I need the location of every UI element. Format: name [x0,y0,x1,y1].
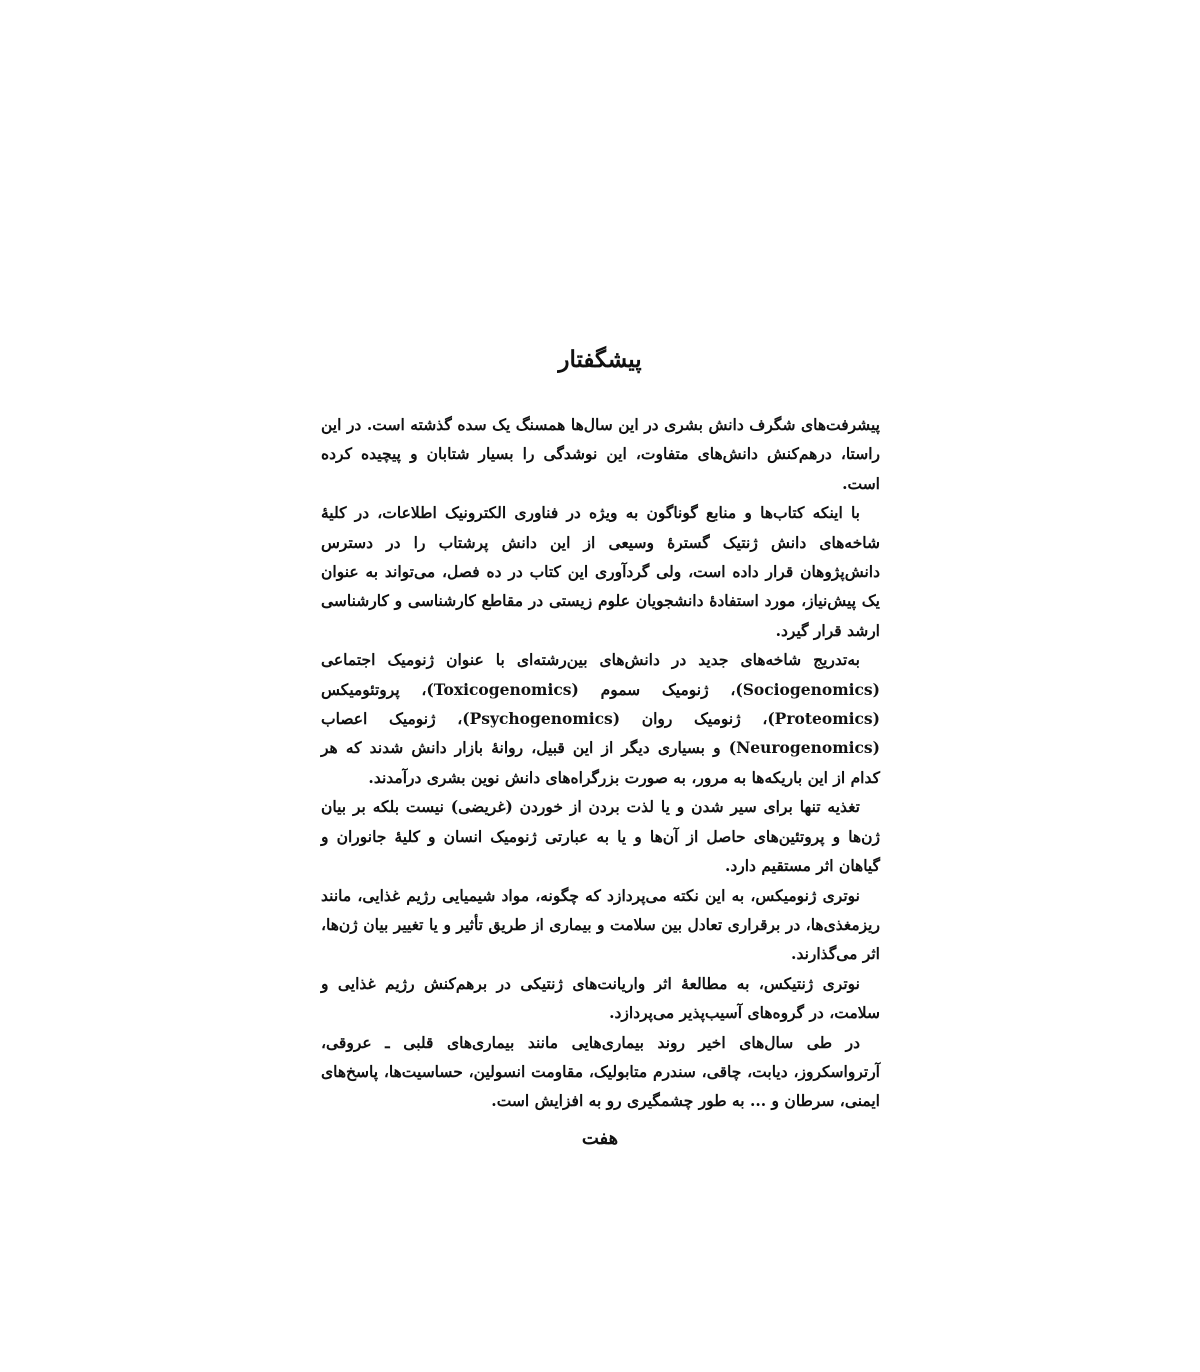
paragraph-3: به‌تدریج شاخه‌های جدید در دانش‌های بین‌رشته‌ای با عنوان ژنومیک اجتماعی (Sociogenomics)، ژنومیک سموم (Toxicogenomics)، پروتئومیکس (Proteomics)، ژنومیک روان (Psychogenomics)، ژنومیک اعصاب (Neurogenomics) و بسیاری دیگر از این قبیل، روانهٔ بازار دانش شدند که هر کدام از این باریکه‌ها به مرور، به صورت بزرگراه‌های دانش نوین بشری درآمدند. [321,650,880,787]
page-number: هفت [581,1128,619,1149]
paragraph-1: پیشرفت‌های شگرف دانش بشری در این سال‌ها همسنگ یک سده گذشته است. در این راستا، درهم‌کنش دانش‌های متفاوت، این نوشدگی را بسیار شتابان و پیچیده کرده است. [321,415,880,493]
page-title: پیشگفتار [558,346,642,373]
paragraph-6: نوتری ژنتیکس، به مطالعهٔ اثر واریانت‌های ژنتیکی در برهم‌کنش رژیم غذایی و سلامت، در گروه‌های آسیب‌پذیر می‌پردازد. [321,973,880,1023]
paragraph-7: در طی سال‌های اخیر روند بیماری‌هایی مانند بیماری‌های قلبی ـ عروقی، آرترواسکروز، دیابت، چاقی، سندرم متابولیک، مقاومت انسولین، حساسیت‌ها، پاسخ‌های ایمنی، سرطان و ... به طور چشمگیری رو به افزایش است. [321,1032,880,1111]
body-text [321,410,880,1116]
paragraph-2: با اینکه کتاب‌ها و منابع گوناگون به ویژه در فناوری الکترونیک اطلاعات، در کلیهٔ شاخه‌های دانش ژنتیک گسترهٔ وسیعی از این دانش پرشتاب را در دسترس دانش‌پژوهان قرار داده است، ولی گردآوری این کتاب در ده فصل، می‌تواند به عنوان یک پیش‌نیاز، مورد استفادهٔ دانشجویان علوم زیستی در مقاطع کارشناسی و کارشناسی ارشد قرار گیرد. [321,503,880,640]
paragraph-5: نوتری ژنومیکس، به این نکته می‌پردازد که چگونه، مواد شیمیایی رژیم غذایی، مانند ریزمغذی‌ها، در برقراری تعادل بین سلامت و بیماری از طریق تأثیر و یا تغییر بیان ژن‌ها، اثر می‌گذارند. [321,885,880,964]
paragraph-4: تغذیه تنها برای سیر شدن و یا لذت بردن از خوردن (غریضی) نیست بلکه بر بیان ژن‌ها و پروتئین‌های حاصل از آن‌ها و یا به عبارتی ژنومیک انسان و کلیهٔ جانوران و گیاهان اثر مستقیم دارد. [321,797,880,876]
